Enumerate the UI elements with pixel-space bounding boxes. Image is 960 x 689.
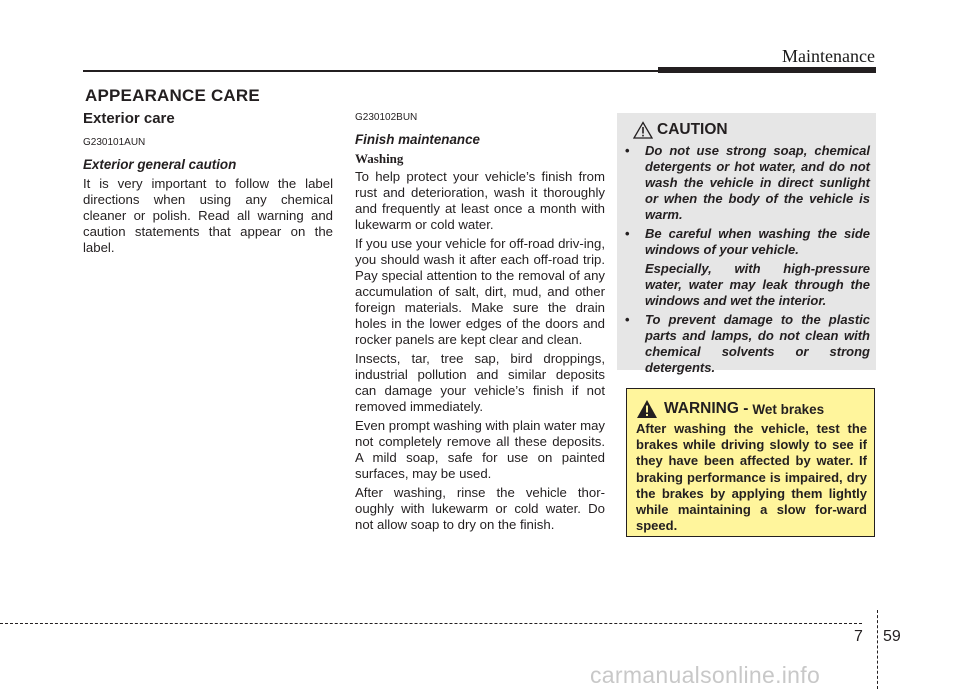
exterior-caution-subheading: Exterior general caution <box>83 157 237 172</box>
bullet-icon: • <box>625 143 630 158</box>
middle-column <box>355 110 605 536</box>
bullet-icon: • <box>625 312 630 327</box>
warning-triangle-icon <box>636 399 658 419</box>
caution-item <box>617 226 870 309</box>
bullet-icon: • <box>625 226 630 241</box>
caution-item-text: To prevent damage to the plastic parts and lamps, do not clean with chemical solvents or strong detergents. <box>645 312 870 375</box>
exterior-care-heading: Exterior care <box>83 110 175 127</box>
header-title: Maintenance <box>782 46 875 66</box>
caution-label: CAUTION <box>657 121 728 138</box>
washing-heading: Washing <box>355 151 404 166</box>
caution-item-subtext: Especially, with high-pressure water, water may leak through the windows and wet the interior. <box>645 261 870 308</box>
caution-box <box>617 113 876 375</box>
footer-dashed-rule <box>0 623 862 624</box>
warning-text: After washing the vehicle, test the brakes while driving slowly to see if they have been affected by water. If braking performance is impaired, dry the brakes by applying them lightly while maintaining a slow for-ward speed. <box>636 421 867 534</box>
caution-item <box>617 143 870 223</box>
washing-paragraph-1: To help protect your vehicle’s finish from rust and deterioration, wash it thoroughly and frequently at least once a month with lukewarm or cold water. <box>355 169 605 232</box>
header-bar <box>658 67 876 73</box>
footer-vertical-rule <box>877 610 878 689</box>
finish-maintenance-subheading: Finish maintenance <box>355 132 481 147</box>
warning-header <box>636 399 824 419</box>
section-title: APPEARANCE CARE <box>85 86 260 105</box>
chapter-number: 7 <box>854 628 863 645</box>
middle-section-code: G230102BUN <box>355 112 418 123</box>
caution-list <box>617 143 870 379</box>
caution-item-text: Do not use strong soap, chemical detergents or hot water, and do not wash the vehicle in direct sunlight or when the body of the vehicle is warm. <box>645 143 870 222</box>
warning-label: WARNING - <box>664 400 749 417</box>
warning-box <box>626 388 875 537</box>
washing-paragraph-5: After washing, rinse the vehicle thor-oughly with lukewarm or cold water. Do not allow soap to dry on the finish. <box>355 485 605 532</box>
caution-header <box>633 121 728 139</box>
warning-sublabel: Wet brakes <box>752 401 825 417</box>
left-column <box>83 110 333 259</box>
caution-item-text: Be careful when washing the side windows of your vehicle. <box>645 226 870 257</box>
caution-item <box>617 312 870 376</box>
left-section-code: G230101AUN <box>83 137 146 148</box>
exterior-caution-paragraph: It is very important to follow the label directions when using any chemical cleaner or polish. Read all warning and caution statements that appear on the label. <box>83 176 333 255</box>
washing-paragraph-4: Even prompt washing with plain water may not completely remove all these deposits. A mild soap, safe for use on painted surfaces, may be used. <box>355 418 605 481</box>
watermark-text: carmanualsonline.info <box>590 662 821 688</box>
washing-paragraph-2: If you use your vehicle for off-road driv-ing, you should wash it after each off-road trip. Pay special attention to the removal of any accumulation of salt, dirt, mud, and other foreign materials. Make sure the drain holes in the lower edges of the doors and rocker panels are kept clear and clean. <box>355 236 605 347</box>
washing-paragraph-3: Insects, tar, tree sap, bird droppings, industrial pollution and similar deposits can damage your vehicle’s finish if not removed immediately. <box>355 351 605 414</box>
caution-triangle-icon <box>633 121 653 139</box>
header-rule <box>83 70 658 72</box>
page-number: 59 <box>883 628 901 645</box>
